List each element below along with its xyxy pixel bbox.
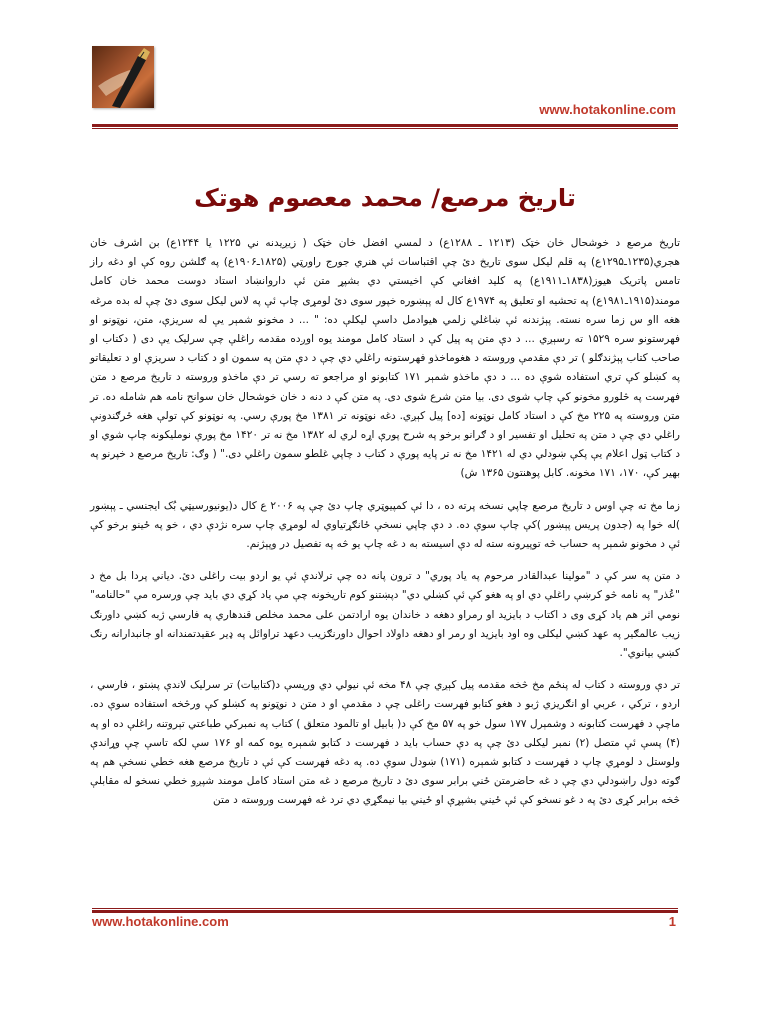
header-divider — [92, 124, 678, 129]
document-title: تاریخ مرصع/ محمد معصوم هوتک — [194, 184, 576, 212]
site-url-header[interactable]: www.hotakonline.com — [539, 102, 676, 117]
fountain-pen-icon — [92, 46, 154, 108]
document-body — [90, 234, 680, 824]
paragraph: تر دې وروسته د کتاب له پنځم مخ څخه مقدمه پیل کېږي چې ۴۸ مخه ئې نیولي دي وریسې د(کتابیات) تر سرلیک لاندې پښتو ، فارسي ، اردو ، ترکي ، عربي او انګریزي ژبو د هغو کتابو فهرست راغلی چې د مقدمې او د متن د نوټونو په کښلو کې ورڅخه استفاده سوې ده. ماچې د فهرست کتابونه د وشمېرل ۱۷۷ سول خو په ۵۷ مخ کې د( بابیل او تالمود متعلق ) کتاب په نمبرکي طباعتي تېروتنه راغلې ده او په (۴) پسې ئې متصل (۲) نمبر لیکلی دئ چې په دې حساب باید د فهرست د کتابو شمېره یوه کمه او ۱۷۶ سې لکه تاسې چې وړاندې ولوستل د لومړي چاپ د فهرست د کتابو شمېره (۱۷۱) ښودل سوې ده. په دغه فهرست کې ئې د تاریخ مرصع هغه خطي نسخې هم په ګوته دول راښودلي دي چې د غه حاضرمتن ځني برابر سوی دئ د تاریخ مرصع د غه متن استاد کامل مومند شپږو خطي نسخو له مقابلې څخه برابر کړی دئ په د غو نسخو کې ئې ځیني بشپړې او ځیني بیا نیمګړي دي ترد غه فهرست وروسته د متن — [90, 679, 680, 807]
site-url-footer[interactable]: www.hotakonline.com — [92, 914, 229, 929]
paragraph: د متن په سر کې د "مولینا عبدالقادر مرحوم په یاد پوري" د ترون پانه ده چې ترلاندې ئې یو اردو بیت راغلی دئ. دیاني پردا بل مخ د "عُذر" په نامه څو کرښې راغلې دي او په هغو کې ئې کښلي دي" دپښتنو کوم تاریخونه چې مې یاد کړي دي باید چې ورسره مې "حالنامه" نومي اثر هم یاد کړی وی د اکتاب د بایزید او رمراو دهغه د خاندان یوه ارادتمن علی محمد مخلص قندهاري په فارسي ژبه کښي داورنګ زیب عالمګیر په عهد کښي لیکلی وه اود بایزید او رمر او دهغه داولاد احوال داورنګزیب دعهد تراوائل په ډیر عقیدتمندانه او جانبدارانه رنګ کښي بیانوي". — [90, 570, 680, 660]
paragraph: تاریخ مرصع د خوشحال خان خټک (۱۲۱۳ ـ ۱۲۸۸ع) د لمسي افضل خان خټک ( زیږیدنه ني ۱۲۲۵ یا ۱۲۴۴ع) بن اشرف خان هجري(۱۲۳۵ـ۱۲۹۵ع) په قلم لیکل سوی تاریخ دئ چې اقتباسات ئې هنري جورج راورټي (۱۸۲۵ـ۱۹۰۶ع) په ګلشن روه کې او دغه راز تامس پاتریک هیوز(۱۸۳۸ـ۱۹۱۱ع) په کلید افغاني کې اخیستي دي بشپړ متن ئې داروانښاد استاد دوست محمد خان کامل مومند(۱۹۱۵ـ۱۹۸۱ع) په تحشیه او تعلیق په ۱۹۷۴ع کال له پېښوره خپور سوی دئ لومړی چاپ ئې په لاس لیکل سوی دئ چې له بده مرغه هغه ااو س زما سره نسته. پېژندنه ئې ښاغلي زلمي هیوادمل داسې لیکلې ده: " ... د مخونو شمېر یې له سریزې، متن، نوټونو او فهرستونو سره ۱۵۲۹ ته رسېږي ... د دې متن په پیل کې د استاد کامل مومند یوه اوږده مقدمه راغلې چې سرلیک یې دی ( دکتاب او صاحب کتاب پېژندګلو ) تر دې مقدمې وروسته د هغوماخذو فهرستونه راغلي دي چې د دې متن په سمون او د کتاب د سریزې او د تعلیقاتو په کښلو کې تري استفاده شوې ده ... د دې ماخذو شمېر ۱۷۱ کتابونو او مراجعو ته رسي تر دې ماخذو وروسته د تاریخ مرصع د متن فهرست په څلورو مخونو کې چاپ شوی دی. بیا متن شرع شوی دی. په متن کې د دنه د خان خوشحال خان سوانح نامه هم شامله ده. تر متن وروسته په ۲۲۵ مخ کې د استاد کامل نوټونه [ده] پیل کېږي. دغه نوټونه تر ۱۳۸۱ مخ پورې رسي. په نوټونو کې تولې هغه ځرګندونې راغلي دي چې د متن په تحلیل او تفسیر او د ګرانو برخو په شرح پورې اړه لري له ۱۳۸۲ مخ نه تر ۱۴۲۰ مخ پورې نوملیکونه چاپ شوي او د کتاب ټول اعلام یې پکې ښودلي دي له ۱۴۲۱ مخ نه تر پایه پورې د کتاب د چاپي غلطو سمون راغلي دی." ( وګ: تاریخ مرصع د خپرنو په بهیر کې، ۱۷۰، ۱۷۱ مخونه. کابل پوهنتون ۱۳۶۵ ش) — [90, 237, 681, 480]
fountain-pen-logo — [92, 46, 154, 108]
footer-divider — [92, 908, 678, 913]
page-number: 1 — [668, 914, 676, 929]
paragraph: زما مخ ته چې اوس د تاریخ مرصع چاپي نسخه پرته ده ، دا ئې کمپیوټري چاپ دئ چې په ۲۰۰۶ ع کال د(یونیورسیټي بُک ایجنسي ـ پېښور )له خوا په (جدون پریس پېښور )کې چاپ سوې ده. د دې چاپي نسخې ځانګړتیاوي له لومړي چاپ سره نژدې دي ، خو په ځینو برخو کې ئې د مخونو شمېر په حساب څه توپیرونه سته له دې اسیسته به د غه چاپ یو څه په تفصیل در وپېژنم. — [90, 499, 680, 551]
